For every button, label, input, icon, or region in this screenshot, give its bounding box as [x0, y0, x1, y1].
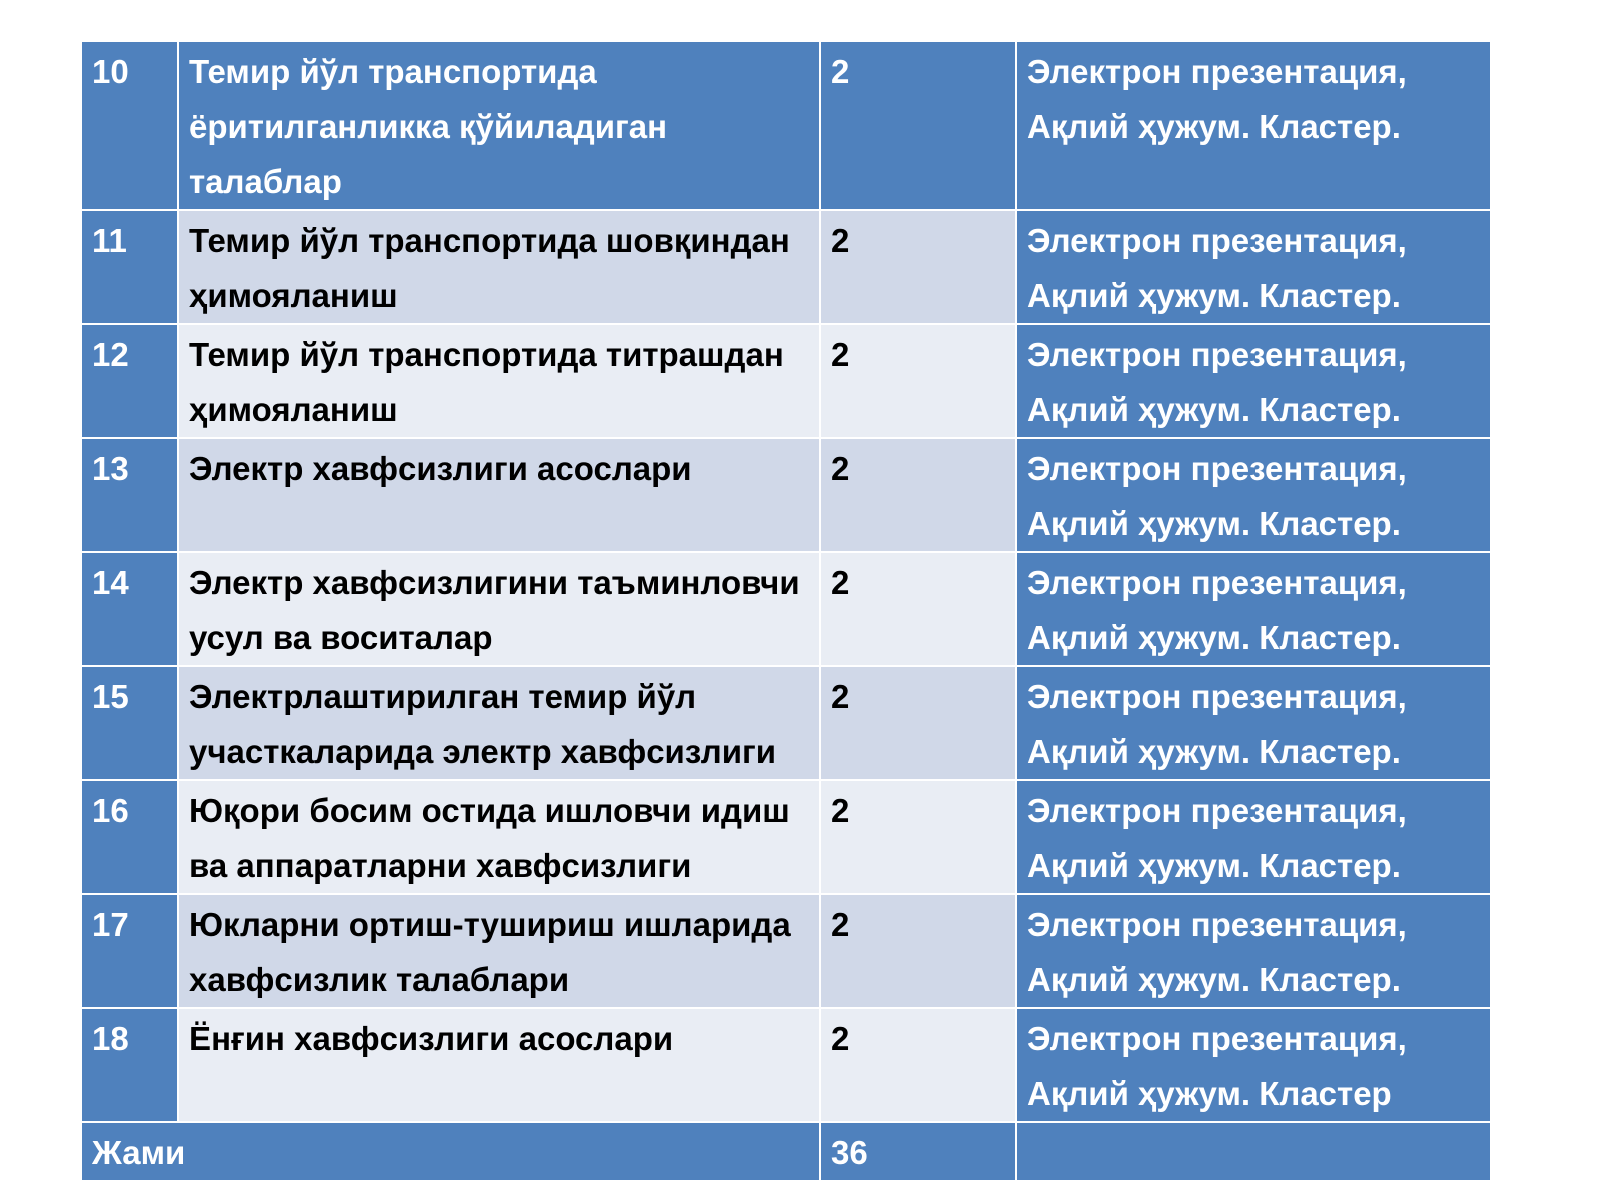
row-number-cell: 16: [81, 780, 178, 894]
method-cell: Электрон презентация, Ақлий ҳужум. Кластер.: [1016, 666, 1491, 780]
topic-title-cell: Электрлаштирилган темир йўл участкаларида электр хавфсизлиги: [178, 666, 820, 780]
table-row: [81, 894, 1491, 1008]
method-cell: Электрон презентация, Ақлий ҳужум. Кластер: [1016, 1008, 1491, 1122]
hours-cell: 2: [820, 324, 1016, 438]
topic-title-cell: Темир йўл транспортида титрашдан ҳимояланиш: [178, 324, 820, 438]
total-label-cell: Жами: [81, 1122, 820, 1181]
method-cell: Электрон презентация, Ақлий ҳужум. Кластер.: [1016, 41, 1491, 210]
total-row: [81, 1122, 1491, 1181]
total-hours-cell: 36: [820, 1122, 1016, 1181]
hours-cell: 2: [820, 41, 1016, 210]
table-row: [81, 210, 1491, 324]
method-cell: Электрон презентация, Ақлий ҳужум. Кластер.: [1016, 894, 1491, 1008]
table-row: [81, 41, 1491, 210]
topic-title-cell: Ёнғин хавфсизлиги асослари: [178, 1008, 820, 1122]
method-cell: Электрон презентация, Ақлий ҳужум. Кластер.: [1016, 552, 1491, 666]
row-number-cell: 12: [81, 324, 178, 438]
row-number-cell: 17: [81, 894, 178, 1008]
hours-cell: 2: [820, 438, 1016, 552]
table-row: [81, 324, 1491, 438]
hours-cell: 2: [820, 552, 1016, 666]
lesson-table: [80, 40, 1492, 1182]
hours-cell: 2: [820, 666, 1016, 780]
topic-title-cell: Юкларни ортиш-тушириш ишларида хавфсизлик талаблари: [178, 894, 820, 1008]
topic-title-cell: Юқори босим остида ишловчи идиш ва аппаратларни хавфсизлиги: [178, 780, 820, 894]
table-row: [81, 666, 1491, 780]
topic-title-cell: Темир йўл транспортида шовқиндан ҳимояланиш: [178, 210, 820, 324]
table-row: [81, 552, 1491, 666]
table-row: [81, 1008, 1491, 1122]
row-number-cell: 18: [81, 1008, 178, 1122]
method-cell: Электрон презентация, Ақлий ҳужум. Кластер.: [1016, 780, 1491, 894]
row-number-cell: 10: [81, 41, 178, 210]
row-number-cell: 14: [81, 552, 178, 666]
hours-cell: 2: [820, 1008, 1016, 1122]
topic-title-cell: Электр хавфсизлигини таъминловчи усул ва воситалар: [178, 552, 820, 666]
hours-cell: 2: [820, 210, 1016, 324]
hours-cell: 2: [820, 780, 1016, 894]
topic-title-cell: Электр хавфсизлиги асослари: [178, 438, 820, 552]
method-cell: Электрон презентация, Ақлий ҳужум. Кластер.: [1016, 324, 1491, 438]
table-row: [81, 780, 1491, 894]
method-cell: Электрон презентация, Ақлий ҳужум. Кластер.: [1016, 438, 1491, 552]
topic-title-cell: Темир йўл транспортида ёритилганликка қўйиладиган талаблар: [178, 41, 820, 210]
row-number-cell: 11: [81, 210, 178, 324]
hours-cell: 2: [820, 894, 1016, 1008]
table-row: [81, 438, 1491, 552]
method-cell: Электрон презентация, Ақлий ҳужум. Кластер.: [1016, 210, 1491, 324]
total-method-cell: [1016, 1122, 1491, 1181]
row-number-cell: 15: [81, 666, 178, 780]
row-number-cell: 13: [81, 438, 178, 552]
